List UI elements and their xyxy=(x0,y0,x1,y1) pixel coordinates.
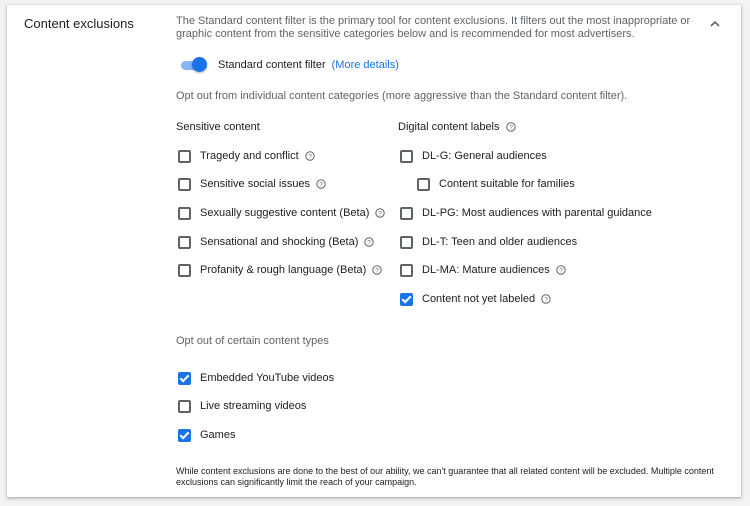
help-icon[interactable] xyxy=(364,237,374,247)
toggle-thumb xyxy=(192,57,207,72)
standard-filter-label: Standard content filter xyxy=(218,59,326,71)
help-icon[interactable] xyxy=(305,151,315,161)
families-checkbox[interactable] xyxy=(417,178,430,191)
dl-pg-label: DL-PG: Most audiences with parental guidance xyxy=(422,207,652,219)
help-icon[interactable] xyxy=(372,265,382,275)
help-icon[interactable] xyxy=(375,208,385,218)
content-exclusions-card xyxy=(7,5,741,497)
svg-text:?: ? xyxy=(508,124,513,132)
disclaimer-footnote: While content exclusions are done to the best of our ability, we can't guarantee that all related content will be excluded. Multiple content exclusions can significantly limit the reach of your campaign. xyxy=(176,466,714,487)
live-streaming-checkbox[interactable] xyxy=(178,400,191,413)
svg-text:?: ? xyxy=(367,239,372,247)
sensational-label: Sensational and shocking (Beta) xyxy=(200,236,359,248)
svg-text:?: ? xyxy=(319,181,323,189)
live-streaming-label: Live streaming videos xyxy=(200,400,307,412)
checkbox-row-dl-g xyxy=(400,148,547,164)
not-labeled-label: Content not yet labeled xyxy=(422,293,536,305)
opt-out-categories-text: Opt out from individual content categories (more aggressive than the Standard content filter). xyxy=(176,90,628,102)
tragedy-label: Tragedy and conflict xyxy=(200,150,299,162)
sensitive-content-heading xyxy=(176,121,260,133)
checkbox-row-tragedy xyxy=(178,148,315,164)
sensational-checkbox[interactable] xyxy=(178,236,191,249)
dl-pg-checkbox[interactable] xyxy=(400,207,413,220)
checkbox-row-not-labeled xyxy=(400,291,551,307)
help-icon[interactable] xyxy=(556,265,566,275)
svg-text:?: ? xyxy=(378,210,383,218)
profanity-label: Profanity & rough language (Beta) xyxy=(200,264,367,276)
svg-text:?: ? xyxy=(307,153,312,161)
checkbox-row-dl-pg xyxy=(400,205,652,221)
section-description: The Standard content filter is the primary tool for content exclusions. It filters out the most inappropriate or graphic content from the sensitive categories below and is recommended for most advertisers. xyxy=(176,15,691,40)
checkbox-row-dl-t xyxy=(400,234,577,250)
content-types-heading: Opt out of certain content types xyxy=(176,335,329,347)
section-title: Content exclusions xyxy=(24,16,134,31)
dl-ma-label: DL-MA: Mature audiences xyxy=(422,264,550,276)
dl-t-label: DL-T: Teen and older audiences xyxy=(422,236,578,248)
dl-g-checkbox[interactable] xyxy=(400,150,413,163)
more-details-link[interactable]: (More details) xyxy=(331,59,399,71)
checkbox-row-social-issues xyxy=(178,176,326,192)
sensitive-content-heading-label: Sensitive content xyxy=(176,121,260,133)
checkbox-row-games xyxy=(178,427,235,443)
games-label: Games xyxy=(200,429,236,441)
help-icon[interactable] xyxy=(541,294,551,304)
svg-text:?: ? xyxy=(375,267,380,275)
help-icon[interactable] xyxy=(316,179,326,189)
digital-labels-heading-label: Digital content labels xyxy=(398,121,500,133)
games-checkbox[interactable] xyxy=(178,429,191,442)
digital-labels-heading xyxy=(398,121,516,133)
not-labeled-checkbox[interactable] xyxy=(400,293,413,306)
checkbox-row-dl-ma xyxy=(400,262,566,278)
dl-g-label: DL-G: General audiences xyxy=(422,150,547,162)
checkbox-row-families xyxy=(417,176,575,192)
standard-filter-toggle[interactable] xyxy=(180,58,207,72)
help-icon[interactable] xyxy=(506,122,516,132)
checkbox-row-profanity xyxy=(178,262,382,278)
checkbox-row-live-streaming xyxy=(178,398,306,414)
embedded-youtube-checkbox[interactable] xyxy=(178,372,191,385)
social-issues-checkbox[interactable] xyxy=(178,178,191,191)
standard-filter-row xyxy=(180,56,399,74)
svg-text:?: ? xyxy=(544,296,548,304)
checkbox-row-sensational xyxy=(178,234,374,250)
sexually-suggestive-checkbox[interactable] xyxy=(178,207,191,220)
profanity-checkbox[interactable] xyxy=(178,264,191,277)
social-issues-label: Sensitive social issues xyxy=(200,178,311,190)
chevron-up-icon[interactable] xyxy=(707,16,723,32)
dl-t-checkbox[interactable] xyxy=(400,236,413,249)
sexually-suggestive-label: Sexually suggestive content (Beta) xyxy=(200,207,370,219)
dl-ma-checkbox[interactable] xyxy=(400,264,413,277)
families-label: Content suitable for families xyxy=(439,178,575,190)
checkbox-row-embedded-youtube xyxy=(178,370,334,386)
checkbox-row-sexually-suggestive xyxy=(178,205,385,221)
embedded-youtube-label: Embedded YouTube videos xyxy=(200,372,335,384)
svg-text:?: ? xyxy=(558,267,563,275)
tragedy-checkbox[interactable] xyxy=(178,150,191,163)
